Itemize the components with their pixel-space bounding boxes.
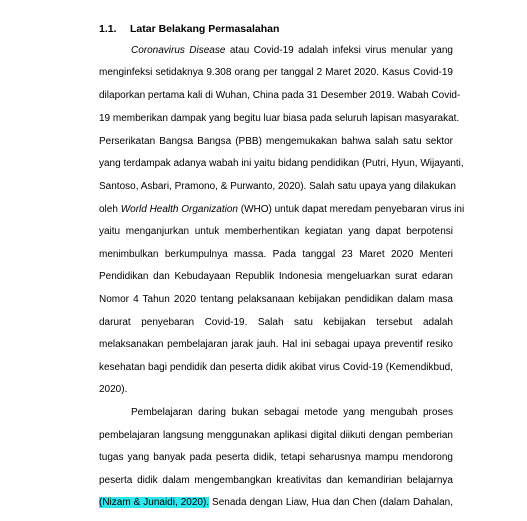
text-run: yang terdampak adanya wabah ini yaitu bidang pendidikan (Putri, Hyun, Wijayanti, [99,158,464,169]
text-run: Santoso, Asbari, Pramono, & Purwanto, 2020). Salah satu upaya yang dilakukan [99,181,456,192]
paragraph-1-line-11 [99,270,453,284]
paragraph-1-line-16 [99,383,453,397]
text-run: pembelajaran langsung menggunakan aplikasi digital diikuti dengan pemberian [99,430,453,441]
paragraph-1-line-13 [99,316,453,330]
text-run: Pembelajaran daring bukan sebagai metode yang mengubah proses [131,407,453,418]
section-title: Latar Belakang Permasalahan [130,23,280,35]
paragraph-1-line-15 [99,361,453,375]
section-number: 1.1. [99,23,117,35]
text-run: menimbulkan berkumpulnya massa. Pada tanggal 23 Maret 2020 Menteri [99,249,453,260]
paragraph-1-line-2 [99,66,453,80]
paragraph-2-line-1 [131,406,453,420]
paragraph-1-line-9 [99,225,453,239]
paragraph-1-line-10 [99,248,453,262]
section-heading [99,22,279,36]
text-run: (WHO) untuk dapat meredam penyebaran virus ini [237,204,465,215]
paragraph-1-line-3 [99,89,461,103]
text-run: menginfeksi setidaknya 9.308 orang per tanggal 2 Maret 2020. Kasus Covid-19 [99,67,453,78]
paragraph-1-line-14 [99,338,453,352]
paragraph-2-line-2 [99,429,453,443]
text-run: yaitu menganjurkan untuk memberhentikan kegiatan yang dapat berpotensi [99,226,453,237]
text-run: darurat penyebaran Covid-19. Salah satu kebijakan tersebut adalah [99,317,453,328]
text-run: melaksanakan pembelajaran jarak jauh. Hal ini sebagai upaya preventif resiko [99,339,453,350]
paragraph-1-line-8 [99,203,465,217]
paragraph-1-line-4 [99,112,460,126]
text-run: 19 memberikan dampak yang begitu luar biasa pada seluruh lapisan masyarakat. [99,113,460,124]
paragraph-1-line-5 [99,135,453,149]
paragraph-2-line-3 [99,451,453,465]
text-run: atau Covid-19 adalah infeksi virus menular yang [225,45,453,56]
paragraph-1-line-12 [99,293,453,307]
paragraph-1-line-7 [99,180,456,194]
text-run: oleh [99,204,121,215]
text-run: Perserikatan Bangsa Bangsa (PBB) mengemukakan bahwa salah satu sektor [99,136,453,147]
italic-term: Coronavirus Disease [131,45,226,56]
text-run: Nomor 4 Tahun 2020 tentang pelaksanaan kebijakan pendidikan dalam masa [99,294,453,305]
text-run: kesehatan bagi pendidik dan peserta didik akibat virus Covid-19 (Kemendikbud, [99,362,453,373]
paragraph-1-line-6 [99,157,464,171]
paragraph-2-line-4 [99,474,453,488]
italic-term: World Health Organization [120,204,238,215]
text-run: Pendidikan dan Kebudayaan Republik Indonesia mengeluarkan surat edaran [99,271,453,282]
text-run: dilaporkan pertama kali di Wuhan, China pada 31 Desember 2019. Wabah Covid- [99,90,461,101]
paragraph-2-line-5 [99,496,453,510]
highlighted-citation: (Nizam & Junaidi, 2020). [99,497,210,508]
paragraph-1-line-1 [131,44,453,58]
text-run: peserta didik dalam mengembangkan kreativitas dan kemandirian belajarnya [99,475,453,486]
text-run: Senada dengan Liaw, Hua dan Chen (dalam Dahalan, [209,497,453,508]
text-run: 2020). [99,384,128,395]
text-run: tugas yang banyak pada peserta didik, tetapi seharusnya mampu mendorong [99,452,453,463]
